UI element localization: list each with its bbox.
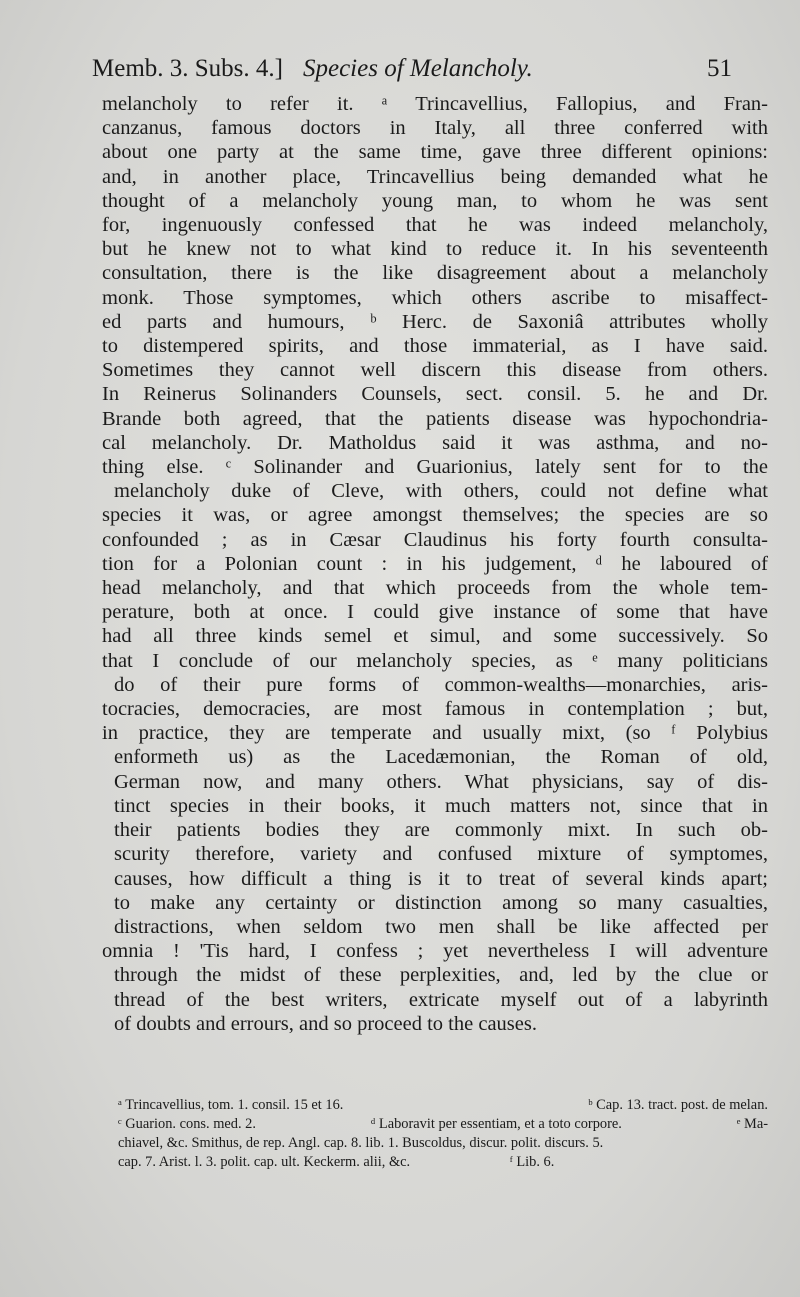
text-line: perature, both at once. I could give instance of some that have	[102, 601, 768, 624]
text-line: to make any certainty or distinction among so many casualties,	[114, 891, 768, 914]
text-line: that I conclude of our melancholy species, as ᵉ many politicians	[102, 649, 768, 672]
text-line: about one party at the same time, gave three different opinions:	[102, 141, 768, 164]
footnotes	[118, 1096, 768, 1172]
text-line: German now, and many others. What physicians, say of dis-	[114, 770, 768, 793]
footnote-line	[118, 1134, 768, 1153]
footnote-text: chiavel, &c. Smithus, de rep. Angl. cap. 8. lib. 1. Buscoldus, discur. polit. discurs. 5.	[118, 1135, 604, 1151]
text-line: and, in another place, Trincavellius being demanded what he	[102, 165, 768, 188]
footnote-text: ᵇ Cap. 13. tract. post. de melan.	[588, 1097, 768, 1113]
text-line: for, ingenuously confessed that he was indeed melancholy,	[102, 214, 768, 237]
footnote-text: ᵉ Ma-	[736, 1116, 768, 1132]
text-line: tinct species in their books, it much matters not, since that in	[114, 794, 768, 817]
text-line: omnia ! 'Tis hard, I confess ; yet nevertheless I will adventure	[102, 940, 768, 963]
running-title: Species of Melancholy.	[302, 55, 533, 82]
text-line: Sometimes they cannot well discern this disease from others.	[102, 359, 768, 382]
footnote-text: ᶠ Lib. 6.	[509, 1154, 555, 1170]
text-line: monk. Those symptomes, which others ascribe to misaffect-	[102, 286, 768, 309]
text-line: but he knew not to what kind to reduce it. In his seventeenth	[102, 238, 768, 261]
text-line: thing else. ᶜ Solinander and Guarionius, lately sent for to the	[102, 456, 768, 479]
text-line: consultation, there is the like disagreement about a melancholy	[102, 262, 768, 285]
text-line: through the midst of these perplexities, and, led by the clue or	[114, 964, 768, 987]
text-line: scurity therefore, variety and confused mixture of symptomes,	[114, 843, 768, 866]
footnote-text: ᶜ Guarion. cons. med. 2.	[118, 1116, 256, 1132]
text-line: species it was, or agree amongst themselves; the species are so	[102, 504, 768, 527]
text-line: tocracies, democracies, are most famous in contemplation ; but,	[102, 698, 768, 721]
footnote-text: ᵃ Trincavellius, tom. 1. consil. 15 et 16.	[118, 1097, 344, 1113]
footnote-line	[118, 1115, 768, 1134]
footnote-line	[118, 1153, 768, 1172]
header-left	[92, 54, 533, 84]
footnote-line	[118, 1096, 768, 1115]
running-header	[92, 54, 732, 84]
main-text	[102, 92, 768, 1036]
text-line: Brande both agreed, that the patients disease was hypochondria-	[102, 407, 768, 430]
footnote-text: ᵈ Laboravit per essentiam, et a toto corpore.	[370, 1116, 622, 1132]
text-line: canzanus, famous doctors in Italy, all three conferred with	[102, 117, 768, 140]
text-line: of doubts and errours, and so proceed to the causes.	[114, 1012, 537, 1035]
text-line: enformeth us) as the Lacedæmonian, the Roman of old,	[114, 746, 768, 769]
page-number: 51	[707, 55, 732, 82]
text-line: thread of the best writers, extricate myself out of a labyrinth	[114, 988, 768, 1011]
text-line: confounded ; as in Cæsar Claudinus his forty fourth consulta-	[102, 528, 768, 551]
text-line: do of their pure forms of common-wealths—monarchies, aris-	[114, 673, 768, 696]
section-reference: Memb. 3. Subs. 4.]	[92, 55, 283, 82]
text-line: their patients bodies they are commonly mixt. In such ob-	[114, 819, 768, 842]
text-line: distractions, when seldom two men shall be like affected per	[114, 915, 768, 938]
text-line: head melancholy, and that which proceeds from the whole tem-	[102, 577, 768, 600]
text-line: In Reinerus Solinanders Counsels, sect. consil. 5. he and Dr.	[102, 383, 768, 406]
text-line: had all three kinds semel et simul, and some successively. So	[102, 625, 768, 648]
text-line: causes, how difficult a thing is it to treat of several kinds apart;	[114, 867, 768, 890]
text-line: in practice, they are temperate and usually mixt, (so ᶠ Polybius	[102, 722, 768, 745]
footnote-text: cap. 7. Arist. l. 3. polit. cap. ult. Keckerm. alii, &c.	[118, 1154, 411, 1170]
text-line: thought of a melancholy young man, to whom he was sent	[102, 189, 768, 212]
text-line: melancholy duke of Cleve, with others, could not define what	[114, 480, 768, 503]
text-line: tion for a Polonian count : in his judgement, ᵈ he laboured of	[102, 552, 768, 575]
text-line: ed parts and humours, ᵇ Herc. de Saxoniâ attributes wholly	[102, 310, 768, 333]
text-line: melancholy to refer it. ᵃ Trincavellius, Fallopius, and Fran-	[102, 93, 768, 115]
text-line: to distempered spirits, and those immaterial, as I have said.	[102, 335, 768, 358]
text-line: cal melancholy. Dr. Matholdus said it was asthma, and no-	[102, 431, 768, 454]
